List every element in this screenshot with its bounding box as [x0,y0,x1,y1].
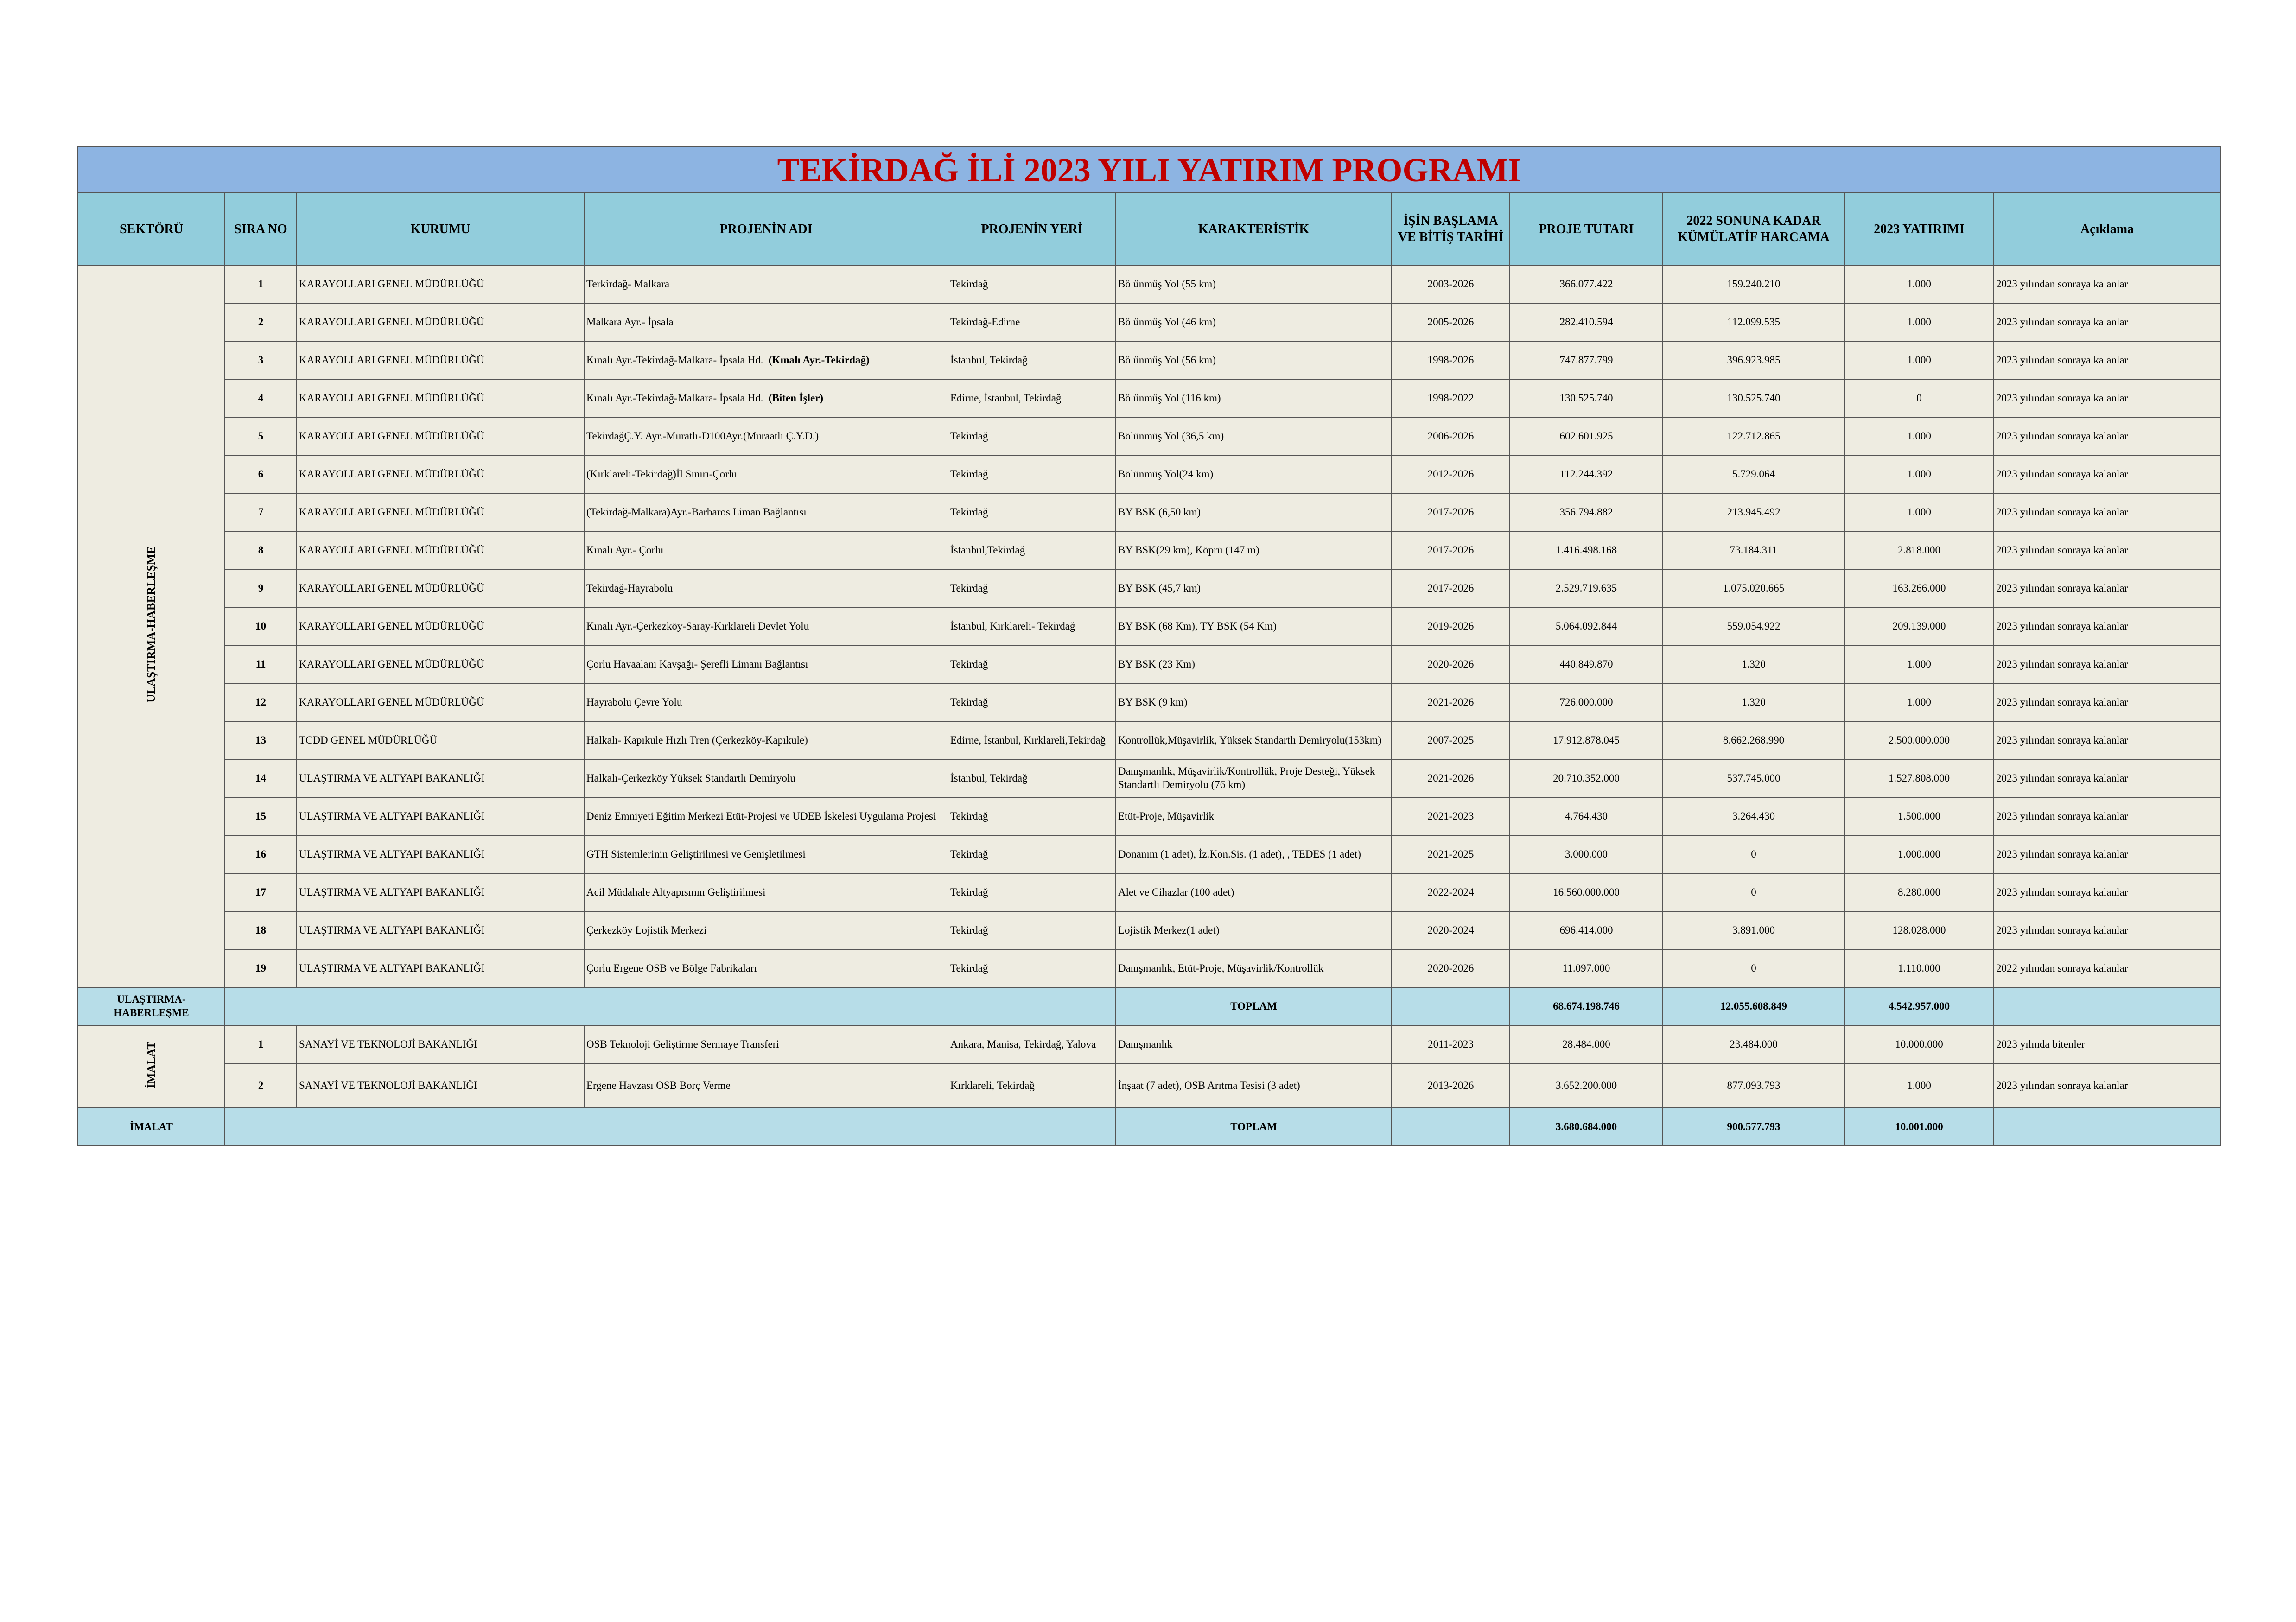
cell-amount: 2.529.719.635 [1510,569,1663,607]
header-dates: İŞİN BAŞLAMA VE BİTİŞ TARİHİ [1392,193,1510,265]
table-row [78,531,2220,569]
cell-place: Tekirdağ [948,569,1116,607]
cell-amount: 3.000.000 [1510,835,1663,873]
cell-characteristic: BY BSK (68 Km), TY BSK (54 Km) [1116,607,1392,645]
cell-no: 2 [225,1063,297,1108]
cell-amount: 112.244.392 [1510,455,1663,493]
cell-note: 2023 yılından sonraya kalanlar [1994,683,2220,721]
cell-org: KARAYOLLARI GENEL MÜDÜRLÜĞÜ [297,379,584,417]
cell-project-name [584,759,948,797]
cell-investment-2023: 1.000 [1844,341,1994,379]
cell-characteristic: Danışmanlık, Etüt-Proje, Müşavirlik/Kontrollük [1116,949,1392,987]
cell-no: 5 [225,417,297,455]
cell-dates: 1998-2026 [1392,341,1510,379]
table-row [78,455,2220,493]
cell-dates: 2007-2025 [1392,721,1510,759]
header-cumulative: 2022 SONUNA KADAR KÜMÜLATİF HARCAMA [1663,193,1844,265]
cell-note: 2023 yılından sonraya kalanlar [1994,911,2220,949]
cell-note: 2023 yılından sonraya kalanlar [1994,759,2220,797]
cell-cumulative: 5.729.064 [1663,455,1844,493]
total-label: TOPLAM [1116,1108,1392,1146]
project-name-text: (Tekirdağ-Malkara)Ayr.-Barbaros Liman Bağlantısı [586,506,807,518]
project-name-text: Kınalı Ayr.-Tekirdağ-Malkara- İpsala Hd. [586,354,763,366]
total-row [78,1108,2220,1146]
cell-note: 2023 yılından sonraya kalanlar [1994,607,2220,645]
project-name-text: Çorlu Ergene OSB ve Bölge Fabrikaları [586,962,757,974]
cell-no: 1 [225,265,297,303]
cell-dates: 2019-2026 [1392,607,1510,645]
cell-place: Tekirdağ [948,797,1116,835]
total-label: TOPLAM [1116,987,1392,1025]
table-row [78,835,2220,873]
cell-cumulative: 1.075.020.665 [1663,569,1844,607]
table-row [78,303,2220,341]
cell-no: 19 [225,949,297,987]
project-name-text: Halkalı- Kapıkule Hızlı Tren (Çerkezköy-Kapıkule) [586,734,808,746]
total-row [78,987,2220,1025]
cell-note: 2022 yılından sonraya kalanlar [1994,949,2220,987]
header-project-name: PROJENİN ADI [584,193,948,265]
cell-place: İstanbul, Tekirdağ [948,759,1116,797]
cell-place: Tekirdağ [948,911,1116,949]
cell-no: 4 [225,379,297,417]
cell-place: Ankara, Manisa, Tekirdağ, Yalova [948,1025,1116,1063]
cell-dates: 2017-2026 [1392,569,1510,607]
cell-cumulative: 159.240.210 [1663,265,1844,303]
project-name-text: Hayrabolu Çevre Yolu [586,696,682,708]
cell-investment-2023: 10.000.000 [1844,1025,1994,1063]
cell-org: KARAYOLLARI GENEL MÜDÜRLÜĞÜ [297,455,584,493]
total-amount: 68.674.198.746 [1510,987,1663,1025]
cell-note: 2023 yılından sonraya kalanlar [1994,493,2220,531]
table-row [78,1025,2220,1063]
cell-dates: 2020-2026 [1392,949,1510,987]
cell-place: Tekirdağ-Edirne [948,303,1116,341]
cell-no: 13 [225,721,297,759]
cell-characteristic: Danışmanlık [1116,1025,1392,1063]
cell-note: 2023 yılından sonraya kalanlar [1994,265,2220,303]
cell-place: Tekirdağ [948,645,1116,683]
cell-cumulative: 1.320 [1663,645,1844,683]
cell-dates: 2005-2026 [1392,303,1510,341]
cell-project-name [584,797,948,835]
cell-amount: 5.064.092.844 [1510,607,1663,645]
cell-dates: 1998-2022 [1392,379,1510,417]
project-name-text: Çorlu Havaalanı Kavşağı- Şerefli Limanı Bağlantısı [586,658,808,670]
page-title: TEKİRDAĞ İLİ 2023 YILI YATIRIM PROGRAMI [78,147,2220,193]
cell-project-name [584,873,948,911]
cell-org: KARAYOLLARI GENEL MÜDÜRLÜĞÜ [297,683,584,721]
cell-investment-2023: 2.818.000 [1844,531,1994,569]
cell-no: 2 [225,303,297,341]
cell-org: ULAŞTIRMA VE ALTYAPI BAKANLIĞI [297,911,584,949]
cell-project-name [584,303,948,341]
cell-note: 2023 yılında bitenler [1994,1025,2220,1063]
cell-note: 2023 yılından sonraya kalanlar [1994,569,2220,607]
cell-amount: 282.410.594 [1510,303,1663,341]
cell-investment-2023: 8.280.000 [1844,873,1994,911]
cell-characteristic: Danışmanlık, Müşavirlik/Kontrollük, Proje Desteği, Yüksek Standartlı Demiryolu (76 km) [1116,759,1392,797]
sector-label [78,265,225,987]
cell-note: 2023 yılından sonraya kalanlar [1994,417,2220,455]
cell-characteristic: Bölünmüş Yol (56 km) [1116,341,1392,379]
cell-cumulative: 0 [1663,873,1844,911]
cell-investment-2023: 1.000 [1844,645,1994,683]
cell-amount: 1.416.498.168 [1510,531,1663,569]
cell-amount: 130.525.740 [1510,379,1663,417]
cell-org: KARAYOLLARI GENEL MÜDÜRLÜĞÜ [297,493,584,531]
cell-no: 12 [225,683,297,721]
cell-dates: 2022-2024 [1392,873,1510,911]
cell-cumulative: 23.484.000 [1663,1025,1844,1063]
table-row [78,721,2220,759]
cell-project-name [584,455,948,493]
cell-project-name [584,721,948,759]
cell-amount: 4.764.430 [1510,797,1663,835]
total-note-blank [1994,1108,2220,1146]
cell-dates: 2021-2025 [1392,835,1510,873]
cell-amount: 366.077.422 [1510,265,1663,303]
table-row [78,341,2220,379]
cell-characteristic: Lojistik Merkez(1 adet) [1116,911,1392,949]
cell-characteristic: Bölünmüş Yol(24 km) [1116,455,1392,493]
header-sector: SEKTÖRÜ [78,193,225,265]
cell-cumulative: 396.923.985 [1663,341,1844,379]
cell-no: 6 [225,455,297,493]
cell-amount: 726.000.000 [1510,683,1663,721]
total-note-blank [1994,987,2220,1025]
header-amount: PROJE TUTARI [1510,193,1663,265]
cell-amount: 3.652.200.000 [1510,1063,1663,1108]
cell-project-name [584,341,948,379]
cell-no: 11 [225,645,297,683]
cell-dates: 2021-2026 [1392,683,1510,721]
cell-amount: 440.849.870 [1510,645,1663,683]
project-name-text: Terkirdağ- Malkara [586,278,670,290]
cell-cumulative: 1.320 [1663,683,1844,721]
sector-label-text: İMALAT [145,1041,158,1088]
cell-dates: 2020-2024 [1392,911,1510,949]
cell-org: KARAYOLLARI GENEL MÜDÜRLÜĞÜ [297,265,584,303]
table-row [78,379,2220,417]
total-dates-blank [1392,1108,1510,1146]
cell-no: 3 [225,341,297,379]
total-investment-2023: 4.542.957.000 [1844,987,1994,1025]
cell-project-name [584,493,948,531]
cell-characteristic: Bölünmüş Yol (55 km) [1116,265,1392,303]
total-investment-2023: 10.001.000 [1844,1108,1994,1146]
cell-project-name [584,1063,948,1108]
cell-place: Tekirdağ [948,417,1116,455]
total-sector-label: İMALAT [78,1108,225,1146]
cell-org: ULAŞTIRMA VE ALTYAPI BAKANLIĞI [297,873,584,911]
project-name-text: Tekirdağ-Hayrabolu [586,582,673,594]
cell-place: Kırklareli, Tekirdağ [948,1063,1116,1108]
header-no: SIRA NO [225,193,297,265]
cell-characteristic: İnşaat (7 adet), OSB Arıtma Tesisi (3 adet) [1116,1063,1392,1108]
cell-note: 2023 yılından sonraya kalanlar [1994,341,2220,379]
cell-cumulative: 8.662.268.990 [1663,721,1844,759]
cell-characteristic: BY BSK (23 Km) [1116,645,1392,683]
section-imalat [78,1025,2220,1146]
cell-place: Tekirdağ [948,949,1116,987]
cell-no: 18 [225,911,297,949]
header-note: Açıklama [1994,193,2220,265]
cell-org: KARAYOLLARI GENEL MÜDÜRLÜĞÜ [297,341,584,379]
project-name-text: OSB Teknoloji Geliştirme Sermaye Transferi [586,1038,779,1050]
cell-dates: 2003-2026 [1392,265,1510,303]
cell-project-name [584,417,948,455]
cell-org: KARAYOLLARI GENEL MÜDÜRLÜĞÜ [297,531,584,569]
cell-org: KARAYOLLARI GENEL MÜDÜRLÜĞÜ [297,569,584,607]
project-name-text: Kınalı Ayr.-Çerkezköy-Saray-Kırklareli Devlet Yolu [586,620,809,632]
cell-amount: 20.710.352.000 [1510,759,1663,797]
cell-place: Tekirdağ [948,683,1116,721]
cell-amount: 11.097.000 [1510,949,1663,987]
cell-place: Tekirdağ [948,493,1116,531]
cell-project-name [584,683,948,721]
header-row [78,193,2220,265]
cell-place: Edirne, İstanbul, Kırklareli,Tekirdağ [948,721,1116,759]
cell-dates: 2021-2023 [1392,797,1510,835]
cell-org: ULAŞTIRMA VE ALTYAPI BAKANLIĞI [297,759,584,797]
project-name-qualifier: (Kınalı Ayr.-Tekirdağ) [768,354,870,366]
cell-project-name [584,265,948,303]
total-amount: 3.680.684.000 [1510,1108,1663,1146]
cell-cumulative: 122.712.865 [1663,417,1844,455]
cell-investment-2023: 1.000 [1844,265,1994,303]
table-row [78,493,2220,531]
cell-org: ULAŞTIRMA VE ALTYAPI BAKANLIĞI [297,797,584,835]
table-row [78,873,2220,911]
cell-place: İstanbul,Tekirdağ [948,531,1116,569]
cell-place: Tekirdağ [948,873,1116,911]
project-name-text: (Kırklareli-Tekirdağ)İl Sınırı-Çorlu [586,468,737,480]
cell-cumulative: 0 [1663,835,1844,873]
cell-cumulative: 559.054.922 [1663,607,1844,645]
cell-note: 2023 yılından sonraya kalanlar [1994,303,2220,341]
cell-project-name [584,949,948,987]
project-name-text: Çerkezköy Lojistik Merkezi [586,924,707,936]
project-name-text: Acil Müdahale Altyapısının Geliştirilmesi [586,886,766,898]
cell-org: KARAYOLLARI GENEL MÜDÜRLÜĞÜ [297,645,584,683]
cell-investment-2023: 163.266.000 [1844,569,1994,607]
cell-note: 2023 yılından sonraya kalanlar [1994,721,2220,759]
cell-cumulative: 130.525.740 [1663,379,1844,417]
cell-investment-2023: 2.500.000.000 [1844,721,1994,759]
cell-place: İstanbul, Kırklareli- Tekirdağ [948,607,1116,645]
cell-org: KARAYOLLARI GENEL MÜDÜRLÜĞÜ [297,417,584,455]
total-cumulative: 12.055.608.849 [1663,987,1844,1025]
table-row [78,797,2220,835]
cell-project-name [584,569,948,607]
project-name-text: Ergene Havzası OSB Borç Verme [586,1079,731,1091]
table-row [78,911,2220,949]
cell-note: 2023 yılından sonraya kalanlar [1994,379,2220,417]
cell-place: Edirne, İstanbul, Tekirdağ [948,379,1116,417]
cell-note: 2023 yılından sonraya kalanlar [1994,531,2220,569]
header-project-place: PROJENİN YERİ [948,193,1116,265]
cell-dates: 2006-2026 [1392,417,1510,455]
cell-org: TCDD GENEL MÜDÜRLÜĞÜ [297,721,584,759]
cell-note: 2023 yılından sonraya kalanlar [1994,873,2220,911]
cell-no: 9 [225,569,297,607]
cell-investment-2023: 1.527.808.000 [1844,759,1994,797]
cell-place: İstanbul, Tekirdağ [948,341,1116,379]
project-name-text: Deniz Emniyeti Eğitim Merkezi Etüt-Projesi ve UDEB İskelesi Uygulama Projesi [586,810,936,822]
cell-no: 1 [225,1025,297,1063]
cell-investment-2023: 1.000 [1844,417,1994,455]
cell-cumulative: 213.945.492 [1663,493,1844,531]
cell-org: SANAYİ VE TEKNOLOJİ BAKANLIĞI [297,1063,584,1108]
cell-org: ULAŞTIRMA VE ALTYAPI BAKANLIĞI [297,835,584,873]
cell-note: 2023 yılından sonraya kalanlar [1994,455,2220,493]
total-sector-label: ULAŞTIRMA-HABERLEŞME [78,987,225,1025]
table-row [78,607,2220,645]
cell-dates: 2011-2023 [1392,1025,1510,1063]
cell-characteristic: Kontrollük,Müşavirlik, Yüksek Standartlı Demiryolu(153km) [1116,721,1392,759]
investment-program-table [77,146,2221,1146]
table-row [78,417,2220,455]
cell-project-name [584,835,948,873]
cell-investment-2023: 1.000 [1844,493,1994,531]
header-characteristic: KARAKTERİSTİK [1116,193,1392,265]
project-name-text: Malkara Ayr.- İpsala [586,316,674,328]
cell-note: 2023 yılından sonraya kalanlar [1994,835,2220,873]
cell-characteristic: Bölünmüş Yol (36,5 km) [1116,417,1392,455]
project-name-qualifier: (Biten İşler) [768,392,824,404]
cell-project-name [584,911,948,949]
cell-investment-2023: 1.110.000 [1844,949,1994,987]
cell-amount: 747.877.799 [1510,341,1663,379]
cell-characteristic: BY BSK (45,7 km) [1116,569,1392,607]
project-name-text: Kınalı Ayr.-Tekirdağ-Malkara- İpsala Hd. [586,392,763,404]
cell-project-name [584,607,948,645]
cell-investment-2023: 1.000.000 [1844,835,1994,873]
total-dates-blank [1392,987,1510,1025]
sector-label-text: ULAŞTIRMA-HABERLEŞME [145,546,158,703]
cell-no: 7 [225,493,297,531]
header-org: KURUMU [297,193,584,265]
cell-characteristic: Alet ve Cihazlar (100 adet) [1116,873,1392,911]
cell-investment-2023: 209.139.000 [1844,607,1994,645]
cell-amount: 696.414.000 [1510,911,1663,949]
table-row [78,645,2220,683]
cell-cumulative: 3.891.000 [1663,911,1844,949]
total-blank [225,1108,1116,1146]
cell-cumulative: 877.093.793 [1663,1063,1844,1108]
cell-note: 2023 yılından sonraya kalanlar [1994,1063,2220,1108]
cell-investment-2023: 1.000 [1844,683,1994,721]
cell-no: 16 [225,835,297,873]
header-investment-2023: 2023 YATIRIMI [1844,193,1994,265]
cell-place: Tekirdağ [948,455,1116,493]
cell-no: 15 [225,797,297,835]
cell-amount: 602.601.925 [1510,417,1663,455]
table-row [78,265,2220,303]
project-name-text: Kınalı Ayr.- Çorlu [586,544,663,556]
cell-org: KARAYOLLARI GENEL MÜDÜRLÜĞÜ [297,303,584,341]
cell-investment-2023: 0 [1844,379,1994,417]
cell-cumulative: 112.099.535 [1663,303,1844,341]
table-row [78,759,2220,797]
cell-project-name [584,1025,948,1063]
cell-amount: 16.560.000.000 [1510,873,1663,911]
cell-investment-2023: 1.500.000 [1844,797,1994,835]
cell-no: 10 [225,607,297,645]
cell-characteristic: BY BSK(29 km), Köprü (147 m) [1116,531,1392,569]
cell-dates: 2017-2026 [1392,493,1510,531]
table-row [78,683,2220,721]
cell-dates: 2021-2026 [1392,759,1510,797]
table-row [78,949,2220,987]
cell-note: 2023 yılından sonraya kalanlar [1994,645,2220,683]
cell-amount: 356.794.882 [1510,493,1663,531]
cell-characteristic: BY BSK (9 km) [1116,683,1392,721]
cell-org: SANAYİ VE TEKNOLOJİ BAKANLIĞI [297,1025,584,1063]
cell-characteristic: BY BSK (6,50 km) [1116,493,1392,531]
cell-investment-2023: 1.000 [1844,303,1994,341]
project-name-text: GTH Sistemlerinin Geliştirilmesi ve Genişletilmesi [586,848,806,860]
cell-dates: 2020-2026 [1392,645,1510,683]
project-name-text: Halkalı-Çerkezköy Yüksek Standartlı Demiryolu [586,772,795,784]
cell-place: Tekirdağ [948,835,1116,873]
cell-amount: 28.484.000 [1510,1025,1663,1063]
sector-label [78,1025,225,1108]
cell-note: 2023 yılından sonraya kalanlar [1994,797,2220,835]
total-blank [225,987,1116,1025]
cell-characteristic: Bölünmüş Yol (116 km) [1116,379,1392,417]
table-row [78,1063,2220,1108]
cell-investment-2023: 1.000 [1844,1063,1994,1108]
cell-cumulative: 73.184.311 [1663,531,1844,569]
cell-characteristic: Etüt-Proje, Müşavirlik [1116,797,1392,835]
cell-org: KARAYOLLARI GENEL MÜDÜRLÜĞÜ [297,607,584,645]
cell-place: Tekirdağ [948,265,1116,303]
cell-cumulative: 0 [1663,949,1844,987]
section-ulastirma [78,265,2220,1025]
table-row [78,569,2220,607]
cell-project-name [584,379,948,417]
cell-dates: 2012-2026 [1392,455,1510,493]
cell-no: 17 [225,873,297,911]
project-name-text: TekirdağÇ.Y. Ayr.-Muratlı-D100Ayr.(Muraatlı Ç.Y.D.) [586,430,819,442]
cell-characteristic: Bölünmüş Yol (46 km) [1116,303,1392,341]
cell-no: 14 [225,759,297,797]
total-cumulative: 900.577.793 [1663,1108,1844,1146]
cell-project-name [584,645,948,683]
cell-investment-2023: 1.000 [1844,455,1994,493]
cell-amount: 17.912.878.045 [1510,721,1663,759]
cell-characteristic: Donanım (1 adet), İz.Kon.Sis. (1 adet), , TEDES (1 adet) [1116,835,1392,873]
cell-dates: 2017-2026 [1392,531,1510,569]
cell-cumulative: 3.264.430 [1663,797,1844,835]
cell-dates: 2013-2026 [1392,1063,1510,1108]
cell-org: ULAŞTIRMA VE ALTYAPI BAKANLIĞI [297,949,584,987]
cell-investment-2023: 128.028.000 [1844,911,1994,949]
cell-no: 8 [225,531,297,569]
cell-project-name [584,531,948,569]
cell-cumulative: 537.745.000 [1663,759,1844,797]
